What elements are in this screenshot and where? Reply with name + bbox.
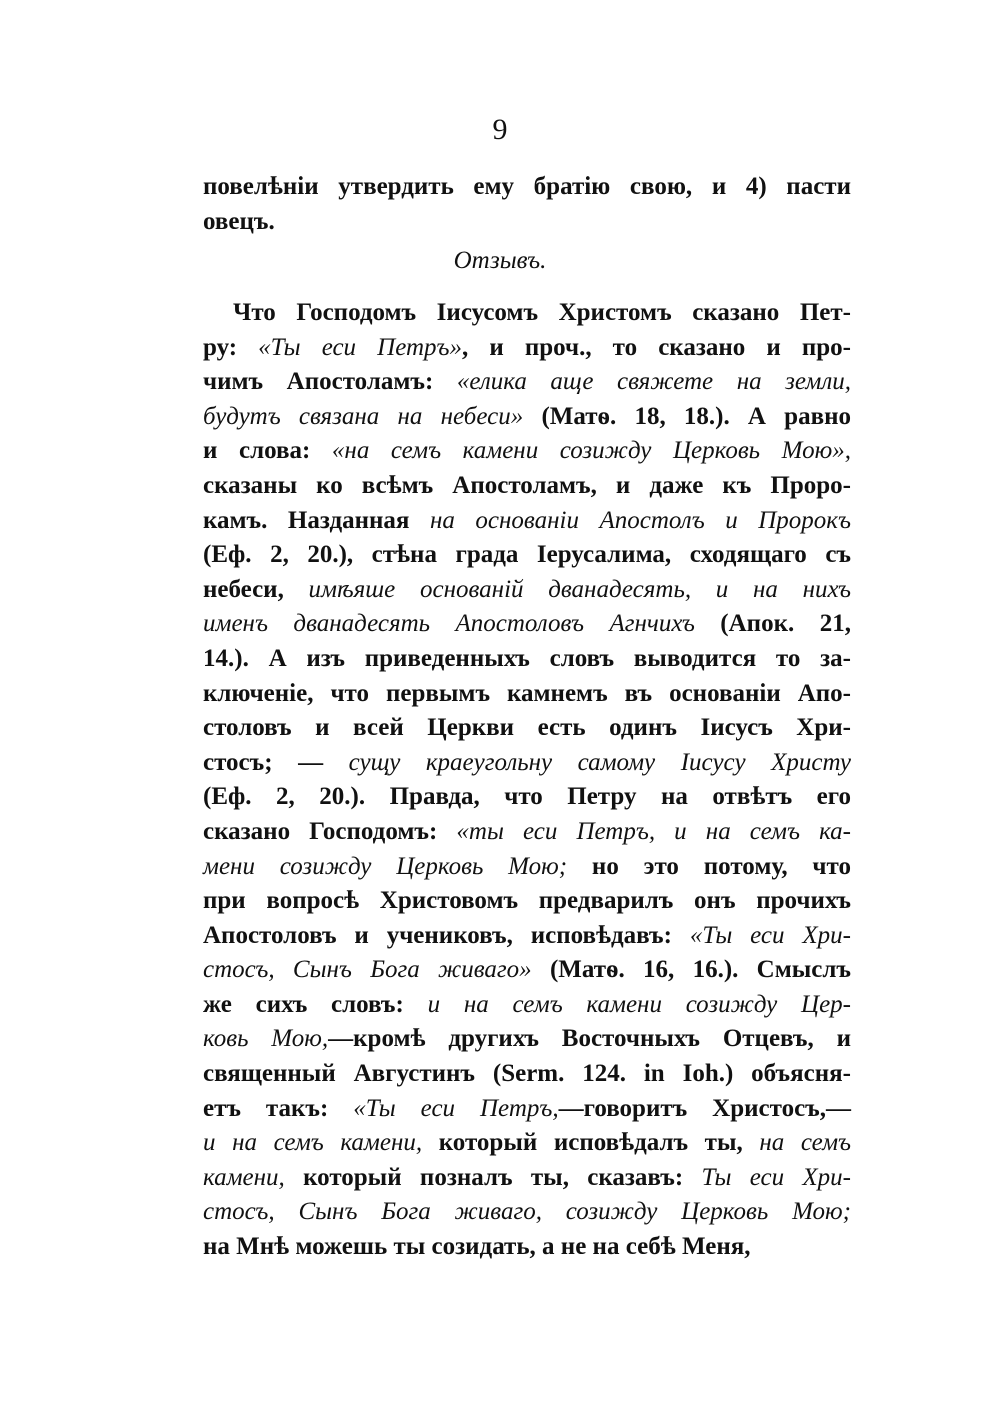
italic-quote-text: и на семъ камени созижду Цер- <box>427 990 852 1018</box>
body-text: (Матѳ. 16, 16.). Смыслъ <box>531 956 851 984</box>
italic-quote-text: на семъ <box>759 1129 851 1157</box>
page-number: 9 <box>492 113 508 146</box>
body-text: который позналъ ты, сказавъ: <box>284 1163 702 1191</box>
italic-quote-text: «елика аще свяжете на земли, <box>456 368 851 396</box>
body-text: Что Господомъ Іисусомъ Христомъ сказано Пет- <box>233 299 851 326</box>
body-text: при вопросѣ Христовомъ предварилъ онъ прочихъ <box>203 887 851 915</box>
text-line <box>203 988 851 1023</box>
body-text: —кромѣ другихъ Восточныхъ Отцевъ, и <box>328 1025 851 1053</box>
text-line <box>203 711 851 746</box>
text-line <box>203 780 851 815</box>
body-text: Апостоловъ и учениковъ, исповѣдавъ: <box>203 921 690 949</box>
italic-quote-text: «Ты еси Петръ, <box>353 1094 559 1122</box>
text-line <box>203 504 851 539</box>
top-paragraph <box>203 170 851 239</box>
body-text: священный Августинъ (Serm. 124. in Ioh.) объясня- <box>203 1060 851 1088</box>
body-text: небеси, <box>203 575 309 603</box>
text-line <box>203 953 851 988</box>
body-text: столовъ и всей Церкви есть одинъ Іисусъ Хри- <box>203 714 851 742</box>
text-line <box>203 331 851 366</box>
text-line <box>203 365 851 400</box>
body-text: и слова: <box>203 437 332 465</box>
text-line <box>203 434 851 469</box>
body-text: сказано Господомъ: <box>203 817 457 845</box>
text-line: овецъ. <box>203 207 275 235</box>
body-text: —говоритъ Христосъ,— <box>558 1094 852 1122</box>
italic-quote-text: мени созижду Церковь Мою; <box>203 852 568 880</box>
body-text: сказаны ко всѣмъ Апостоламъ, и даже къ Проро- <box>203 471 851 499</box>
text-line <box>203 1092 851 1127</box>
italic-quote-text: «Ты еси Петръ» <box>258 333 462 361</box>
italic-quote-text: стосъ, Сынъ Бога живаго, созижду Церковь Мою; <box>203 1198 851 1226</box>
text-line <box>203 1126 851 1161</box>
text-line <box>203 746 851 781</box>
body-text: , и проч., то сказано и про- <box>462 333 851 361</box>
text-line <box>203 1195 851 1230</box>
italic-quote-text: на основаніи Апостолъ и Пророкъ <box>429 506 851 534</box>
italic-quote-text: «ты еси Петръ, и на семъ ка- <box>456 817 851 845</box>
italic-quote-text: сущу краеугольну самому Іисусу Христу <box>348 748 851 776</box>
text-line <box>203 642 851 677</box>
text-line: повелѣніи утвердить ему братію свою, и 4) пасти <box>203 173 851 200</box>
text-line <box>203 607 851 642</box>
text-line <box>203 815 851 850</box>
italic-quote-text: и на семъ камени, <box>203 1129 423 1157</box>
body-text: (Апок. 21, <box>694 610 851 638</box>
text-line <box>203 1161 851 1196</box>
body-text: чимъ Апостоламъ: <box>203 368 457 396</box>
italic-quote-text: камени, <box>203 1163 285 1191</box>
text-line <box>203 850 851 885</box>
text-line <box>203 677 851 712</box>
italic-quote-text: ковь Мою, <box>203 1025 329 1053</box>
body-text: который исповѣдалъ ты, <box>422 1129 760 1157</box>
body-text: (Еф. 2, 20.). Правда, что Петру на отвѣтъ его <box>203 783 851 811</box>
italic-quote-text: «на семъ камени созижду Церковь Мою», <box>331 437 852 465</box>
text-line <box>203 573 851 608</box>
text-line <box>203 400 851 435</box>
text-line <box>203 1057 851 1092</box>
body-text: (Матѳ. 18, 18.). А равно <box>523 402 851 430</box>
text-line <box>203 1022 851 1057</box>
body-text: на Мнѣ можешь ты созидать, а не на себѣ Меня, <box>203 1233 751 1261</box>
italic-quote-text: имѣяше основаній дванадесять, и на нихъ <box>308 575 851 603</box>
section-heading: Отзывъ. <box>453 247 547 274</box>
text-line <box>203 469 851 504</box>
body-text: но это потому, что <box>567 852 851 880</box>
italic-quote-text: стосъ, Сынъ Бога живаго» <box>203 956 532 984</box>
text-line <box>203 296 851 331</box>
text-line <box>203 884 851 919</box>
body-text: ключеніе, что первымъ камнемъ въ основаніи Апо- <box>203 679 851 707</box>
italic-quote-text: именъ дванадесять Апостоловъ Агнчихъ <box>203 610 695 638</box>
body-text: же сихъ словъ: <box>203 990 428 1018</box>
body-text: камъ. Назданная <box>203 506 430 534</box>
body-text: етъ такъ: <box>203 1094 354 1122</box>
main-paragraph <box>203 296 851 1265</box>
italic-quote-text: Ты еси Хри- <box>701 1163 851 1191</box>
body-text: 14.). А изъ приведенныхъ словъ выводится то за- <box>203 644 851 672</box>
italic-quote-text: будутъ связана на небеси» <box>203 402 524 430</box>
text-line <box>203 1230 851 1265</box>
italic-quote-text: «Ты еси Хри- <box>689 921 851 949</box>
body-text: стосъ; — <box>203 748 349 776</box>
body-text: (Еф. 2, 20.), стѣна града Іерусалима, сходящаго съ <box>203 541 851 569</box>
text-line <box>203 538 851 573</box>
body-text: ру: <box>203 333 259 361</box>
text-line <box>203 919 851 954</box>
